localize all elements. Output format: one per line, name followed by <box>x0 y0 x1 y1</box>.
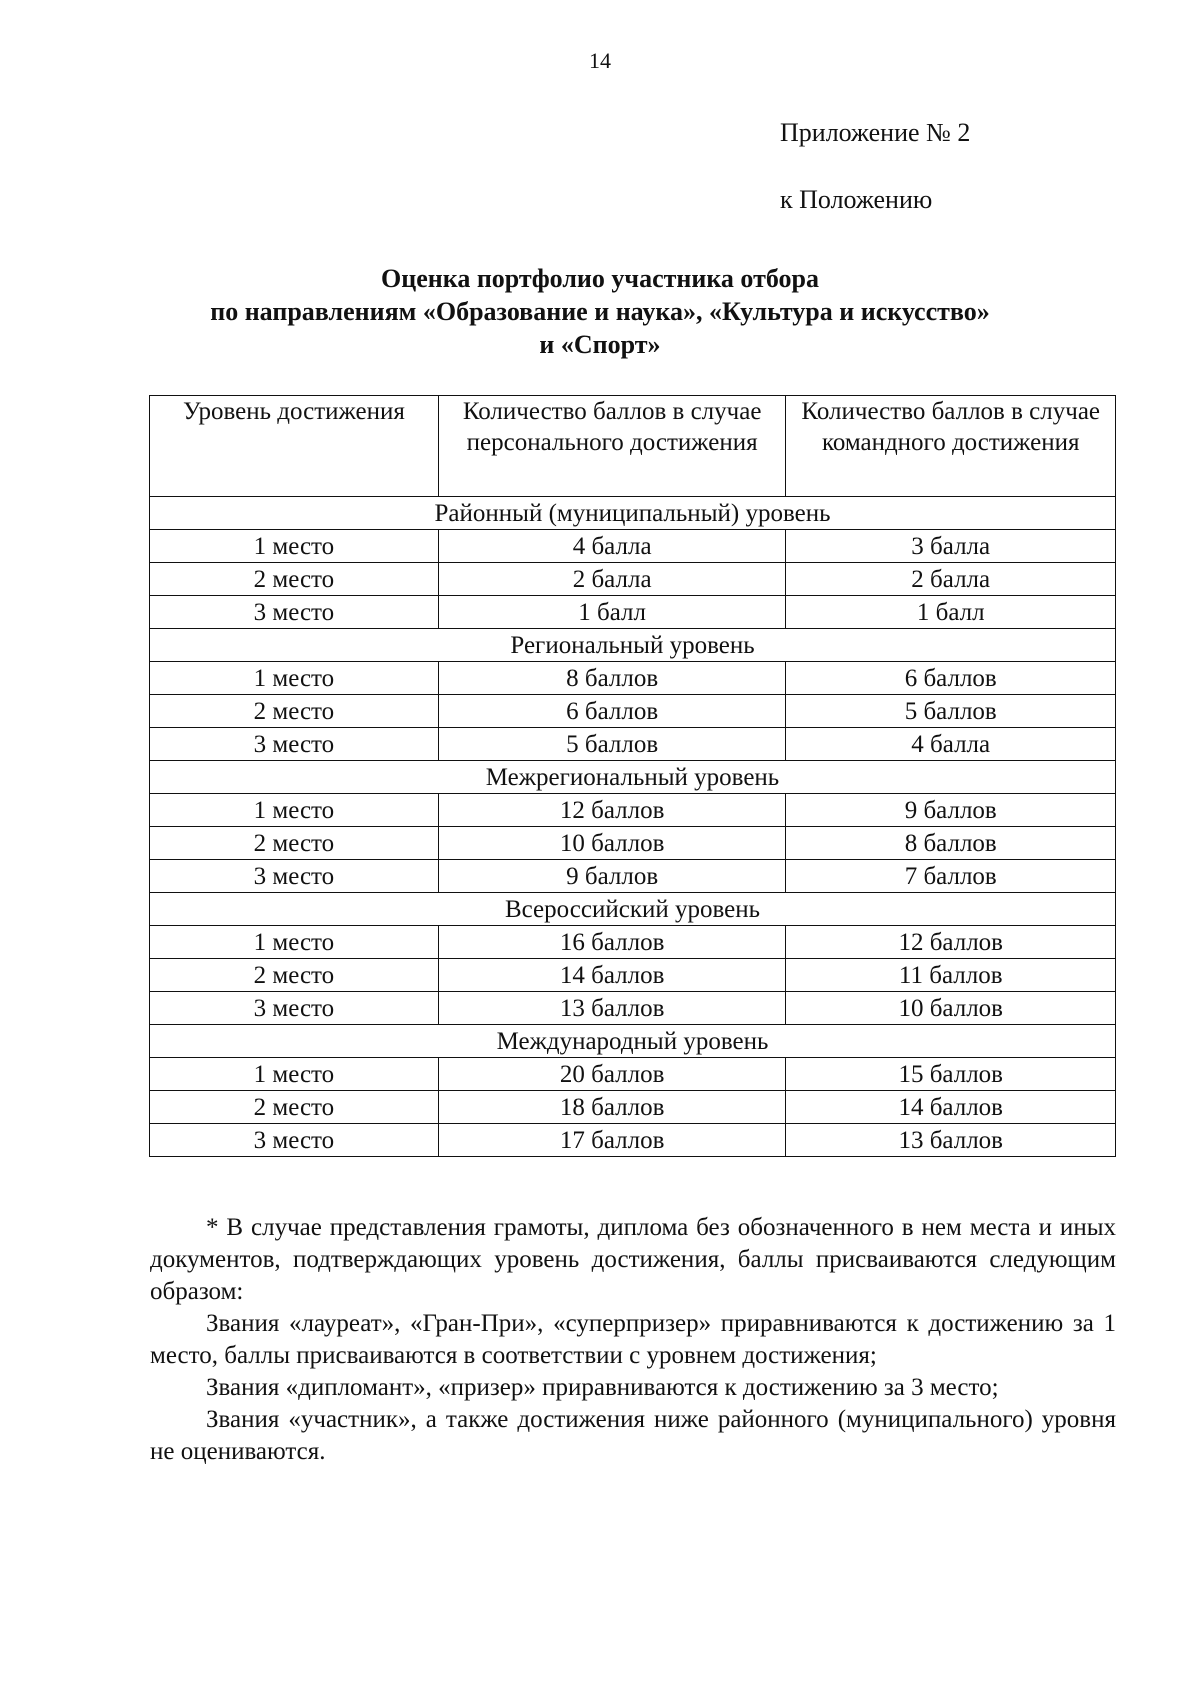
table-row <box>150 1058 1116 1091</box>
notes <box>150 1212 1116 1468</box>
team-score-cell: 2 балла <box>786 563 1116 596</box>
team-score-cell: 7 баллов <box>786 860 1116 893</box>
table-header-row <box>150 396 1116 497</box>
place-cell: 3 место <box>150 728 439 761</box>
section-label: Межрегиональный уровень <box>150 761 1116 794</box>
table-row <box>150 662 1116 695</box>
table-row <box>150 1124 1116 1157</box>
place-cell: 2 место <box>150 563 439 596</box>
personal-score-cell: 1 балл <box>438 596 786 629</box>
personal-score-cell: 16 баллов <box>438 926 786 959</box>
personal-score-cell: 9 баллов <box>438 860 786 893</box>
header-level: Уровень достижения <box>150 396 439 497</box>
place-cell: 1 место <box>150 794 439 827</box>
title-line-3: и «Спорт» <box>539 330 661 359</box>
personal-score-cell: 2 балла <box>438 563 786 596</box>
team-score-cell: 15 баллов <box>786 1058 1116 1091</box>
place-cell: 2 место <box>150 959 439 992</box>
personal-score-cell: 13 баллов <box>438 992 786 1025</box>
place-cell: 3 место <box>150 1124 439 1157</box>
table-row <box>150 1091 1116 1124</box>
note-paragraph: Звания «лауреат», «Гран-При», «суперпризер» приравниваются к достижению за 1 место, баллы присваиваются в соответствии с уровнем достижения; <box>150 1310 1116 1369</box>
personal-score-cell: 14 баллов <box>438 959 786 992</box>
section-label: Районный (муниципальный) уровень <box>150 497 1116 530</box>
table-row <box>150 827 1116 860</box>
place-cell: 2 место <box>150 827 439 860</box>
personal-score-cell: 18 баллов <box>438 1091 786 1124</box>
place-cell: 3 место <box>150 992 439 1025</box>
table-row <box>150 860 1116 893</box>
table-row <box>150 530 1116 563</box>
table-section-row <box>150 893 1116 926</box>
section-label: Всероссийский уровень <box>150 893 1116 926</box>
team-score-cell: 13 баллов <box>786 1124 1116 1157</box>
place-cell: 3 место <box>150 596 439 629</box>
appendix-reference: к Положению <box>780 185 933 214</box>
table-section-row <box>150 497 1116 530</box>
team-score-cell: 9 баллов <box>786 794 1116 827</box>
personal-score-cell: 5 баллов <box>438 728 786 761</box>
personal-score-cell: 17 баллов <box>438 1124 786 1157</box>
section-label: Международный уровень <box>150 1025 1116 1058</box>
appendix-number: Приложение № 2 <box>780 118 971 147</box>
table-section-row <box>150 1025 1116 1058</box>
team-score-cell: 6 баллов <box>786 662 1116 695</box>
personal-score-cell: 4 балла <box>438 530 786 563</box>
place-cell: 1 место <box>150 530 439 563</box>
document-title <box>150 262 1050 361</box>
note-paragraph: Звания «участник», а также достижения ниже районного (муниципального) уровня не оцениваются. <box>150 1406 1116 1465</box>
place-cell: 1 место <box>150 926 439 959</box>
team-score-cell: 5 баллов <box>786 695 1116 728</box>
personal-score-cell: 20 баллов <box>438 1058 786 1091</box>
team-score-cell: 14 баллов <box>786 1091 1116 1124</box>
personal-score-cell: 8 баллов <box>438 662 786 695</box>
table-row <box>150 596 1116 629</box>
team-score-cell: 3 балла <box>786 530 1116 563</box>
scores-table <box>149 395 1116 1157</box>
header-personal: Количество баллов в случае персонального достижения <box>438 396 786 497</box>
team-score-cell: 11 баллов <box>786 959 1116 992</box>
table-section-row <box>150 761 1116 794</box>
table-section-row <box>150 629 1116 662</box>
team-score-cell: 10 баллов <box>786 992 1116 1025</box>
personal-score-cell: 6 баллов <box>438 695 786 728</box>
note-paragraph: * В случае представления грамоты, диплома без обозначенного в нем места и иных документов, подтверждающих уровень достижения, баллы присваиваются следующим образом: <box>150 1214 1116 1305</box>
team-score-cell: 8 баллов <box>786 827 1116 860</box>
table-row <box>150 992 1116 1025</box>
table-body <box>150 497 1116 1157</box>
team-score-cell: 1 балл <box>786 596 1116 629</box>
table-row <box>150 959 1116 992</box>
place-cell: 1 место <box>150 662 439 695</box>
section-label: Региональный уровень <box>150 629 1116 662</box>
note-paragraph: Звания «дипломант», «призер» приравниваются к достижению за 3 место; <box>206 1374 999 1401</box>
table-row <box>150 563 1116 596</box>
title-line-1: Оценка портфолио участника отбора <box>381 264 819 293</box>
table-row <box>150 794 1116 827</box>
title-line-2: по направлениям «Образование и наука», «Культура и искусство» <box>210 297 990 326</box>
place-cell: 3 место <box>150 860 439 893</box>
team-score-cell: 12 баллов <box>786 926 1116 959</box>
team-score-cell: 4 балла <box>786 728 1116 761</box>
table-row <box>150 926 1116 959</box>
personal-score-cell: 10 баллов <box>438 827 786 860</box>
place-cell: 1 место <box>150 1058 439 1091</box>
personal-score-cell: 12 баллов <box>438 794 786 827</box>
place-cell: 2 место <box>150 695 439 728</box>
table-row <box>150 695 1116 728</box>
place-cell: 2 место <box>150 1091 439 1124</box>
table-row <box>150 728 1116 761</box>
page-number: 14 <box>589 48 611 73</box>
header-team: Количество баллов в случае командного достижения <box>786 396 1116 497</box>
